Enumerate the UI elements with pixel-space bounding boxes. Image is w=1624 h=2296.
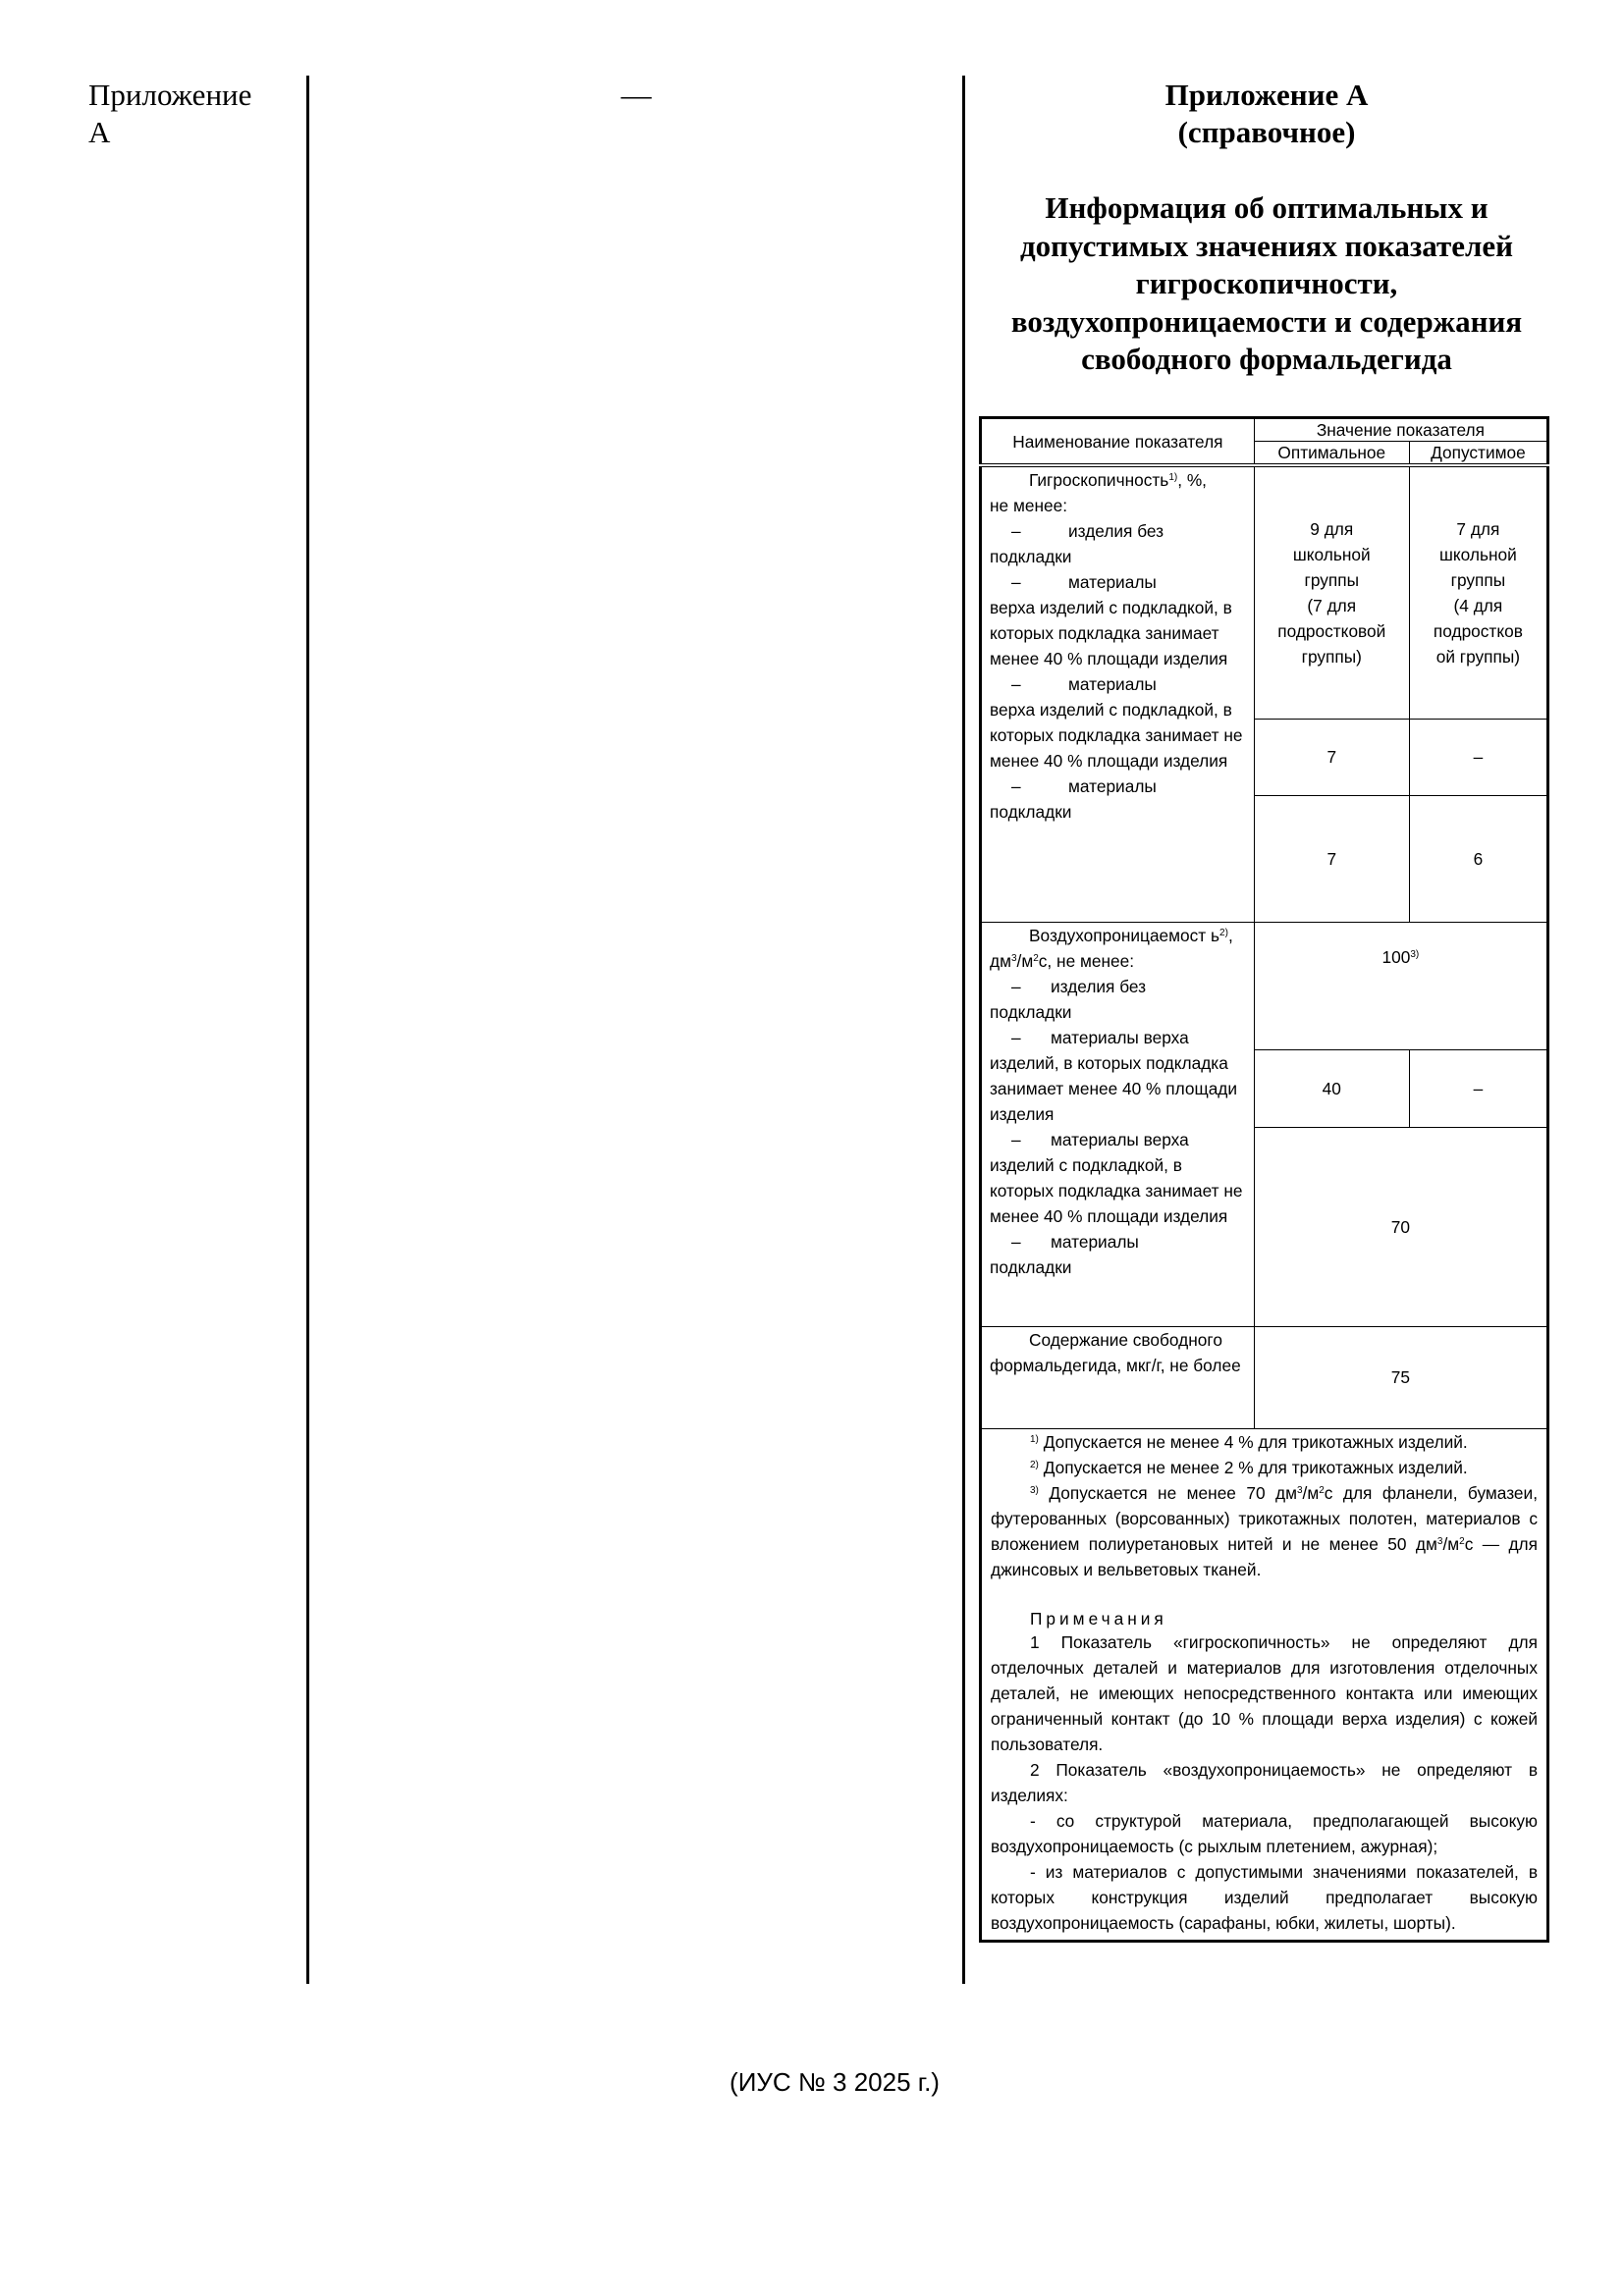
heading-line: воздухопроницаемости и содержания (1010, 303, 1523, 339)
note-2-item-b: - из материалов с допустимыми значениями показателей, в которых конструкция изделий предполагает высокую воздухопроницаемость (сарафаны, юбки, жилеты, шорты). (991, 1861, 1538, 1933)
formaldehyde-value: 75 (1254, 1326, 1547, 1428)
indicators-table (979, 416, 1549, 1943)
note-2-item-a: - со структурой материала, предполагающей высокую воздухопроницаемость (с рыхлым плетением, ажурная); (991, 1810, 1538, 1856)
notes-heading: Примечания (1030, 1608, 1167, 1629)
hygroscopicity-name-cell (981, 465, 1255, 922)
air-item: – материалы верха (1011, 1129, 1189, 1149)
left-column-label (88, 77, 285, 151)
appendix-subtitle: (справочное) (1177, 115, 1356, 149)
hygroscopicity-item-cont: подкладки (990, 547, 1072, 566)
hygroscopicity-item-cont: подкладки (990, 802, 1072, 822)
heading-line: Информация об оптимальных и (1045, 190, 1489, 225)
appendix-title-text: Приложение А (1164, 78, 1369, 112)
hygroscopicity-row3-optimal: 7 (1254, 795, 1409, 922)
hygroscopicity-item-cont: верха изделий с подкладкой, в которых подкладка занимает менее 40 % площади изделия (990, 598, 1232, 668)
air-permeability-row2-optimal: 40 (1254, 1049, 1409, 1127)
air-permeability-row2-allowed: – (1409, 1049, 1547, 1127)
left-label-line2: А (88, 115, 111, 149)
hygroscopicity-item: – материалы (1011, 572, 1157, 592)
heading-line: свободного формальдегида (1081, 342, 1452, 376)
header-allowed: Допустимое (1409, 442, 1547, 466)
right-column-divider (962, 76, 965, 1984)
hygroscopicity-item: – материалы (1011, 776, 1157, 796)
header-value-group: Значение показателя (1254, 418, 1547, 442)
appendix-title (982, 77, 1551, 151)
air-item: – материалы (1011, 1231, 1139, 1252)
air-item-cont: изделий, в которых подкладка занимает менее 40 % площади изделия (990, 1052, 1238, 1124)
footnote-3: $^{3)}$ Допускается не менее 70 $дм^3/м^2с$ для фланели, бумазеи, футерованных (ворсованных) трикотажных полотен, материалов с вложением полиуретановых нитей и не менее 50 $дм^3/м^2с$ — для джинсовых и вельветовых тканей. (991, 1482, 1538, 1579)
middle-column-dash: — (621, 78, 652, 112)
footnote-1: $^{1)}$ Допускается не менее 4 % для трикотажных изделий. (1030, 1431, 1468, 1452)
hygroscopicity-title: Гигроскопичность$^{1)}$, %, (1029, 470, 1207, 490)
hygroscopicity-row2-optimal: 7 (1254, 719, 1409, 795)
air-item-cont: изделий с подкладкой, в которых подкладка занимает не менее 40 % площади изделия (990, 1154, 1243, 1226)
hygroscopicity-row1-allowed: 7 для школьной группы (4 для подростков ой группы) (1409, 465, 1547, 719)
air-item: – изделия без (1011, 976, 1147, 996)
air-permeability-title: Воздухопроницаемост $ь^{2)}$, $дм^3/м^2с$, не менее: (990, 925, 1233, 971)
hygroscopicity-row1-optimal: 9 для школьной группы (7 для подростковой группы) (1254, 465, 1409, 719)
air-item: – материалы верха (1011, 1027, 1189, 1047)
note-1: 1 Показатель «гигроскопичность» не определяют для отделочных деталей и материалов для изготовления отделочных деталей, не имеющих непосредственного контакта или имеющих ограниченный контакт (до 10 % площади верха изделия) с кожей пользователя. (991, 1631, 1538, 1754)
air-permeability-row1-value: 100$^{3)}$ (1254, 922, 1547, 1049)
appendix-heading (972, 189, 1561, 379)
hygroscopicity-title-line2: не менее: (990, 496, 1068, 515)
heading-line: допустимых значениях показателей (1020, 228, 1513, 263)
heading-line: гигроскопичности, (1135, 266, 1398, 300)
header-optimal: Оптимальное (1254, 442, 1409, 466)
air-item-cont: подкладки (990, 1256, 1072, 1277)
header-indicator-name: Наименование показателя (981, 418, 1255, 466)
note-2: 2 Показатель «воздухопроницаемость» не определяют в изделиях: (991, 1759, 1538, 1805)
page-footer: (ИУС № 3 2025 г.) (730, 2067, 940, 2097)
hygroscopicity-item: – изделия без (1011, 521, 1164, 541)
air-permeability-name-cell (981, 922, 1255, 1326)
hygroscopicity-item-cont: верха изделий с подкладкой, в которых подкладка занимает не менее 40 % площади изделия (990, 700, 1243, 771)
table-footnotes (981, 1428, 1548, 1941)
hygroscopicity-row3-allowed: 6 (1409, 795, 1547, 922)
formaldehyde-name-cell: Содержание свободного формальдегида, мкг/г, не более (981, 1326, 1255, 1428)
footnote-2: $^{2)}$ Допускается не менее 2 % для трикотажных изделий. (1030, 1457, 1468, 1477)
hygroscopicity-item: – материалы (1011, 674, 1157, 694)
air-permeability-row3-value: 70 (1254, 1127, 1547, 1326)
left-column-divider (306, 76, 309, 1984)
left-label-line1: Приложение (88, 78, 252, 112)
hygroscopicity-row2-allowed: – (1409, 719, 1547, 795)
air-item-cont: подкладки (990, 1001, 1072, 1022)
